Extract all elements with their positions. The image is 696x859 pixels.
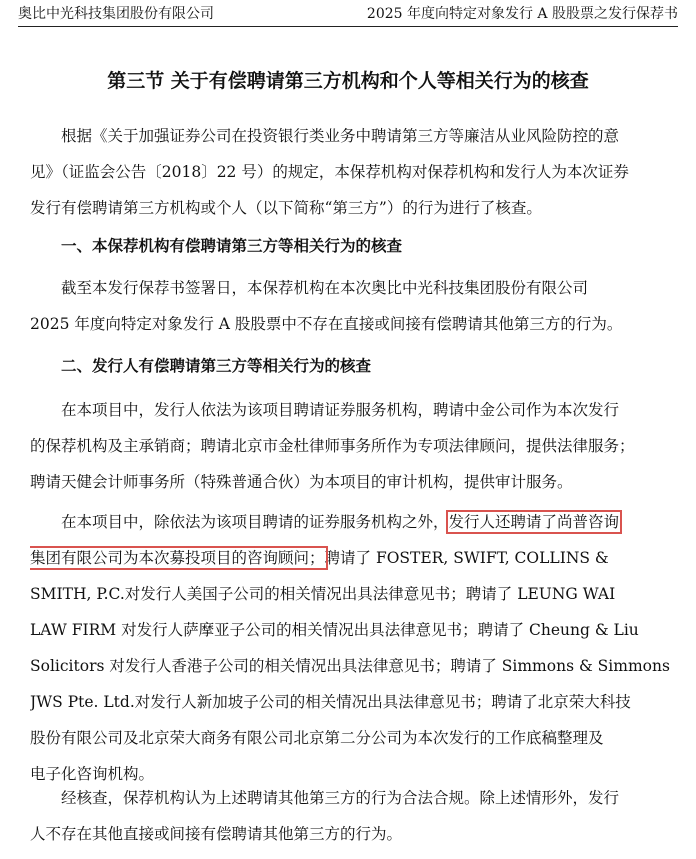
text-line xyxy=(30,504,670,540)
text-line: 股份有限公司及北京荣大商务有限公司北京第二分公司为本次发行的工作底稿整理及 xyxy=(30,729,604,747)
heading-1: 一、本保荐机构有偿聘请第三方等相关行为的核查 xyxy=(61,237,403,255)
paragraph-3 xyxy=(30,504,670,792)
heading-2: 二、发行人有偿聘请第三方等相关行为的核查 xyxy=(61,357,372,375)
text-line: 在本项目中，发行人依法为该项目聘请证券服务机构，聘请中金公司作为本次发行 xyxy=(61,401,620,419)
paragraph-2 xyxy=(30,392,670,500)
paragraph-1 xyxy=(30,270,670,342)
page-header xyxy=(18,4,678,27)
text-line: 发行有偿聘请第三方机构或个人（以下简称“第三方”）的行为进行了核查。 xyxy=(30,199,542,217)
text-segment: 聘请了 FOSTER, SWIFT, COLLINS & xyxy=(324,549,609,567)
text-segment: 在本项目中，除依法为该项目聘请的证券服务机构之外， xyxy=(61,513,449,531)
paragraph-4 xyxy=(30,780,670,852)
text-line: 见》（证监会公告〔2018〕22 号）的规定，本保荐机构对保荐机构和发行人为本次证券 xyxy=(30,163,629,181)
highlighted-text: 发行人还聘请了尚普咨询 xyxy=(448,513,620,531)
header-doc-title: 2025 年度向特定对象发行 A 股股票之发行保荐书 xyxy=(366,6,678,22)
highlighted-text: 集团有限公司为本次募投项目的咨询顾问； xyxy=(30,549,325,567)
text-line: 聘请天健会计师事务所（特殊普通合伙）为本项目的审计机构，提供审计服务。 xyxy=(30,473,573,491)
text-line: 人不存在其他直接或间接有偿聘请其他第三方的行为。 xyxy=(30,825,403,843)
text-line: Solicitors 对发行人香港子公司的相关情况出具法律意见书；聘请了 Simmons & Simmons xyxy=(30,657,670,675)
text-line: 根据《关于加强证券公司在投资银行类业务中聘请第三方等廉洁从业风险防控的意 xyxy=(61,127,620,145)
text-line: 的保荐机构及主承销商；聘请北京市金杜律师事务所作为专项法律顾问，提供法律服务； xyxy=(30,437,635,455)
text-line: LAW FIRM 对发行人萨摩亚子公司的相关情况出具法律意见书；聘请了 Cheung & Liu xyxy=(30,621,639,639)
text-line: 电子化咨询机构。 xyxy=(30,765,155,783)
text-line: SMITH, P.C.对发行人美国子公司的相关情况出具法律意见书；聘请了 LEUNG WAI xyxy=(30,585,616,603)
text-line: 经核查，保荐机构认为上述聘请其他第三方的行为合法合规。除上述情形外，发行 xyxy=(61,789,620,807)
text-line: 截至本发行保荐书签署日，本保荐机构在本次奥比中光科技集团股份有限公司 xyxy=(61,279,589,297)
section-title: 第三节 关于有偿聘请第三方机构和个人等相关行为的核查 xyxy=(107,70,589,92)
text-line: 2025 年度向特定对象发行 A 股股票中不存在直接或间接有偿聘请其他第三方的行为。 xyxy=(30,315,623,333)
header-company: 奥比中光科技集团股份有限公司 xyxy=(18,6,214,22)
text-line: JWS Pte. Ltd.对发行人新加坡子公司的相关情况出具法律意见书；聘请了北京荣大科技 xyxy=(30,693,631,711)
text-line xyxy=(30,540,670,576)
intro-paragraph xyxy=(30,118,670,226)
